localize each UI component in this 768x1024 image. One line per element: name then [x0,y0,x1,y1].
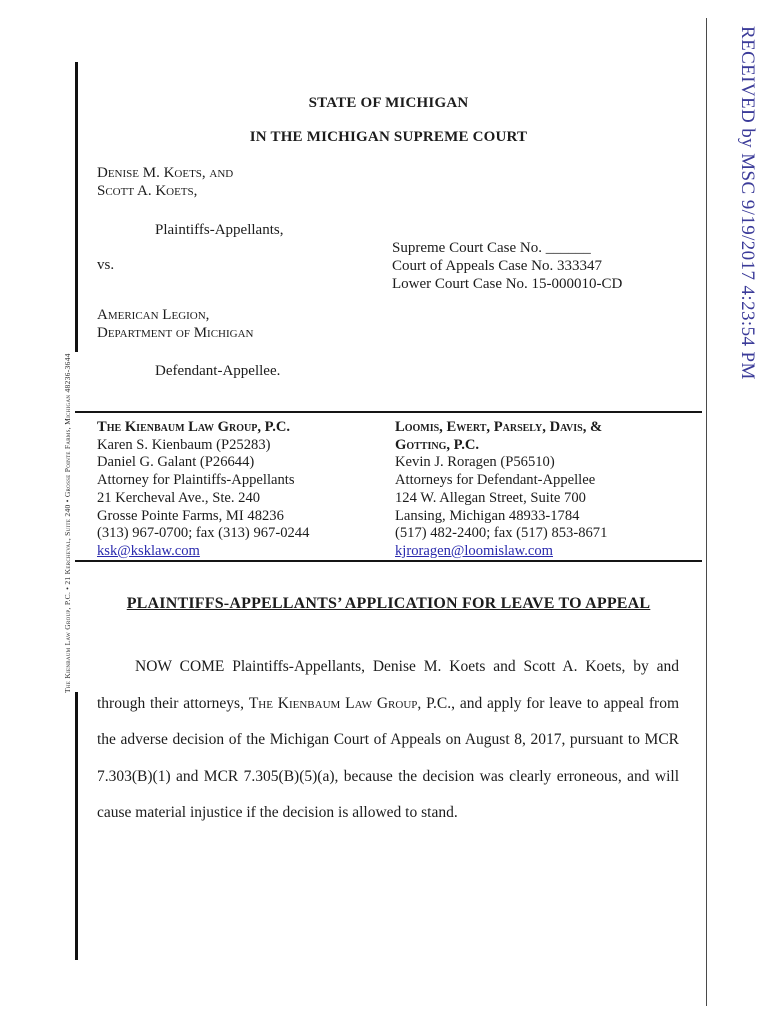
case-number-line: Lower Court Case No. 15-000010-CD [392,276,623,292]
counsel-line: (313) 967-0700; fax (313) 967-0244 [97,525,310,542]
plaintiff-names [97,164,233,200]
defendant-name-line: American Legion, [97,307,210,323]
opening-paragraph [97,649,679,832]
court-heading: IN THE MICHIGAN SUPREME COURT [249,129,528,145]
paragraph-text: NOW COME Plaintiffs-Appellants, Denise M. Koets and Scott A. Koets, by and through their attorneys, [97,658,679,712]
defendant-names [97,306,254,342]
counsel-firm-name: Loomis, Ewert, Parsely, Davis, & [395,419,603,435]
plaintiff-role: Plaintiffs-Appellants, [155,222,284,238]
counsel-bottom-rule [75,560,702,562]
counsel-line: Lansing, Michigan 48933-1784 [395,507,580,524]
counsel-firm-name: Gotting, P.C. [395,436,480,453]
paragraph-text: , and apply for leave to appeal from the adverse decision of the Michigan Court of Appeals on August 8, 2017, pursuant to MCR 7.303(B)(1) and MCR 7.305(B)(5)(a), because the decision was clearly erroneous, and will cause material injustice if the decision is allowed to stand. [97,694,679,821]
received-stamp: RECEIVED by MSC 9/19/2017 4:23:54 PM [737,26,758,380]
plaintiffs-counsel-email-link[interactable]: ksk@ksklaw.com [97,542,200,559]
plaintiff-name-line: Scott A. Koets, [97,183,198,199]
firm-name-inline: The Kienbaum Law Group, P.C. [248,694,452,712]
counsel-line: 21 Kercheval Ave., Ste. 240 [97,489,261,506]
state-heading: STATE OF MICHIGAN [308,95,469,111]
counsel-right-column [395,419,695,561]
document-title-wrap [75,595,702,613]
counsel-left-column [97,419,397,561]
document-title: PLAINTIFFS-APPELLANTS’ APPLICATION FOR LEAVE TO APPEAL [126,595,651,612]
page-right-border-line [706,18,707,1006]
defendant-counsel-email-link[interactable]: kjroragen@loomislaw.com [395,542,553,559]
defendant-name-line: Department of Michigan [97,325,254,341]
case-number-line: Supreme Court Case No. ______ [392,240,591,256]
counsel-line: Grosse Pointe Farms, MI 48236 [97,507,284,524]
caption-left-rule-bottom [75,692,78,960]
counsel-line: (517) 482-2400; fax (517) 853-8671 [395,525,608,542]
counsel-line: Attorney for Plaintiffs-Appellants [97,472,295,489]
counsel-firm-name: The Kienbaum Law Group, P.C. [97,419,291,435]
plaintiff-name-line: Denise M. Koets, and [97,165,234,181]
counsel-top-rule [75,411,702,413]
counsel-line: Kevin J. Roragen (P56510) [395,454,555,471]
vs-label: vs. [97,257,115,273]
counsel-line: 124 W. Allegan Street, Suite 700 [395,489,586,506]
case-number-line: Court of Appeals Case No. 333347 [392,258,602,274]
counsel-line: Karen S. Kienbaum (P25283) [97,436,271,453]
counsel-line: Attorneys for Defendant-Appellee [395,472,596,489]
defendant-role: Defendant-Appellee. [155,363,281,379]
firm-address-sidebar: The Kienbaum Law Group, P.C. • 21 Kercheval, Suite 240 • Grosse Pointe Farms, Michigan 48236-3644 [63,353,72,693]
case-numbers [392,239,622,293]
counsel-line: Daniel G. Galant (P26644) [97,454,255,471]
